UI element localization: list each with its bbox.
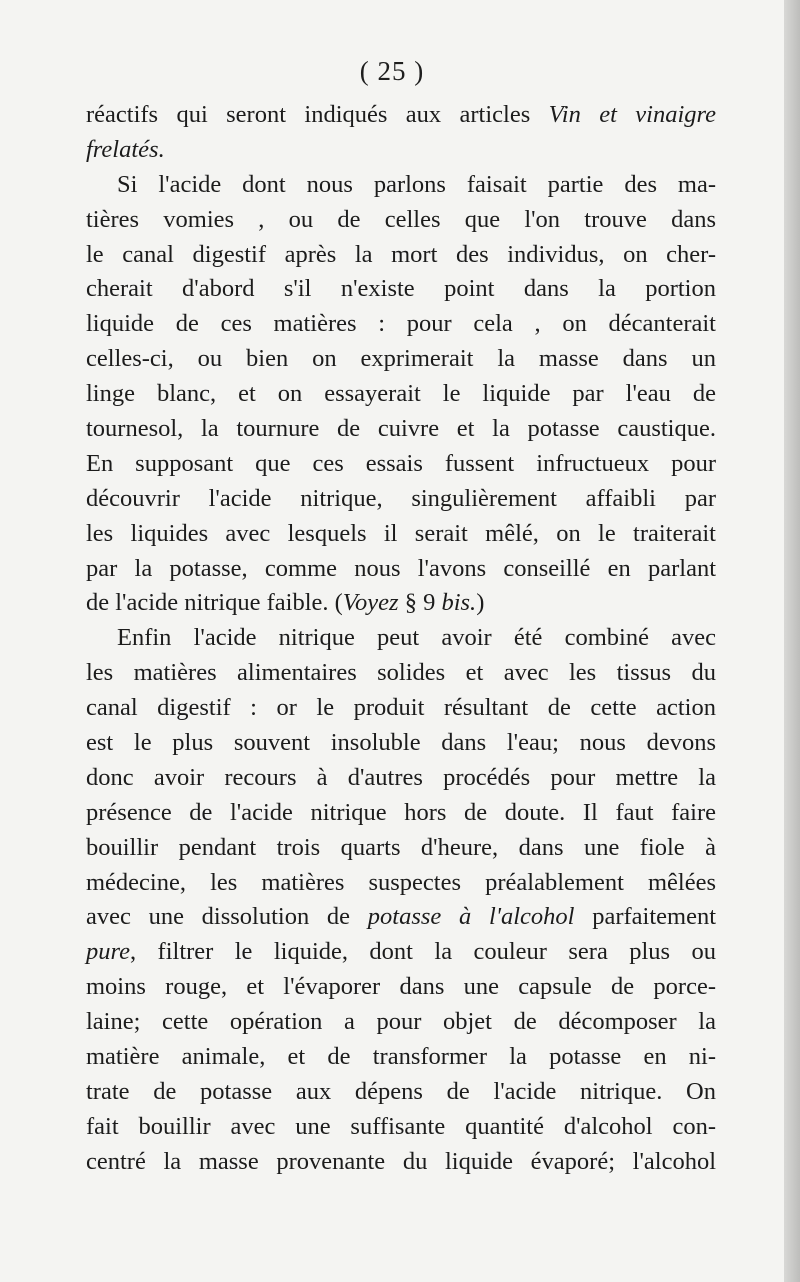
text-line	[86, 552, 716, 587]
text-segment: celles-ci, ou bien on exprimerait la masse dans un	[86, 345, 716, 373]
text-line	[86, 307, 716, 342]
text-segment: canal digestif : or le produit résultant de cette action	[86, 694, 716, 722]
text-segment: linge blanc, et on essayerait le liquide par l'eau de	[86, 380, 716, 408]
text-line	[86, 412, 716, 447]
italic-text: Vin et vinaigre	[548, 101, 717, 128]
text-line	[86, 970, 716, 1005]
text-line	[86, 1110, 716, 1145]
text-segment: laine; cette opération a pour objet de décomposer la	[86, 1008, 716, 1036]
italic-text: potasse à l'alcohol	[367, 903, 575, 931]
text-segment: trate de potasse aux dépens de l'acide nitrique. On	[86, 1077, 716, 1105]
text-segment: médecine, les matières suspectes préalablement mêlées	[86, 868, 716, 896]
text-line	[86, 691, 716, 726]
text-line	[86, 831, 716, 866]
text-line	[86, 447, 716, 482]
text-line	[86, 1075, 716, 1110]
text-segment: )	[476, 589, 485, 617]
text-segment: Enfin l'acide nitrique peut avoir été combiné avec	[117, 624, 716, 652]
text-segment: les liquides avec lesquels il serait mêlé, on le traiterait	[86, 519, 716, 547]
text-line	[86, 133, 716, 168]
text-segment: avec une dissolution de	[86, 903, 368, 931]
text-line	[86, 168, 716, 203]
text-segment: tournesol, la tournure de cuivre et la potasse caustique.	[86, 415, 716, 443]
text-segment: cherait d'abord s'il n'existe point dans la portion	[86, 275, 716, 303]
text-segment: centré la masse provenante du liquide évaporé; l'alcohol	[86, 1147, 716, 1175]
text-segment: parfaitement	[574, 903, 717, 931]
text-segment: bouillir pendant trois quarts d'heure, dans une fiole à	[86, 833, 716, 861]
text-segment: En supposant que ces essais fussent infructueux pour	[86, 449, 716, 477]
italic-text: pure	[86, 938, 130, 966]
text-line	[86, 1040, 716, 1075]
text-segment: liquide de ces matières : pour cela , on décanterait	[86, 310, 716, 338]
text-line	[86, 203, 716, 238]
page-number: ( 25 )	[359, 56, 425, 86]
page-edge-shadow	[784, 0, 800, 1282]
text-line	[86, 1145, 716, 1180]
text-line	[86, 761, 716, 796]
italic-text: frelatés.	[86, 135, 165, 163]
text-segment: § 9	[398, 589, 442, 617]
italic-text: bis.	[441, 589, 477, 617]
text-segment: est le plus souvent insoluble dans l'eau; nous devons	[86, 729, 716, 757]
text-line	[86, 935, 716, 970]
text-segment: les matières alimentaires solides et avec les tissus du	[86, 659, 716, 687]
text-line	[86, 272, 716, 307]
text-line	[86, 377, 716, 412]
text-segment: présence de l'acide nitrique hors de doute. Il faut faire	[86, 798, 716, 826]
text-segment: le canal digestif après la mort des individus, on cher-	[86, 240, 716, 268]
text-line	[86, 98, 716, 133]
text-segment: fait bouillir avec une suffisante quantité d'alcohol con-	[86, 1112, 716, 1140]
text-line	[86, 621, 716, 656]
text-segment: matière animale, et de transformer la potasse en ni-	[86, 1043, 716, 1071]
text-line	[86, 1005, 716, 1040]
text-line	[86, 517, 716, 552]
text-segment: Si l'acide dont nous parlons faisait partie des ma-	[117, 170, 716, 198]
body-text	[86, 98, 716, 1180]
text-line	[86, 342, 716, 377]
text-segment: tières vomies , ou de celles que l'on trouve dans	[86, 205, 716, 233]
text-line	[86, 866, 716, 901]
text-line	[86, 796, 716, 831]
text-segment: donc avoir recours à d'autres procédés pour mettre la	[86, 763, 716, 791]
text-line	[86, 656, 716, 691]
text-line	[86, 900, 716, 935]
text-segment: par la potasse, comme nous l'avons conseillé en parlant	[86, 554, 716, 582]
text-segment: moins rouge, et l'évaporer dans une capsule de porce-	[86, 973, 716, 1001]
text-segment: de l'acide nitrique faible. (	[86, 589, 343, 617]
text-segment: , filtrer le liquide, dont la couleur sera plus ou	[130, 938, 716, 966]
text-line	[86, 726, 716, 761]
italic-text: Voyez	[342, 589, 399, 617]
text-line	[86, 482, 716, 517]
text-segment: réactifs qui seront indiqués aux articles	[86, 101, 549, 128]
text-segment: découvrir l'acide nitrique, singulièrement affaibli par	[86, 484, 716, 512]
text-line	[86, 586, 716, 621]
text-line	[86, 238, 716, 273]
